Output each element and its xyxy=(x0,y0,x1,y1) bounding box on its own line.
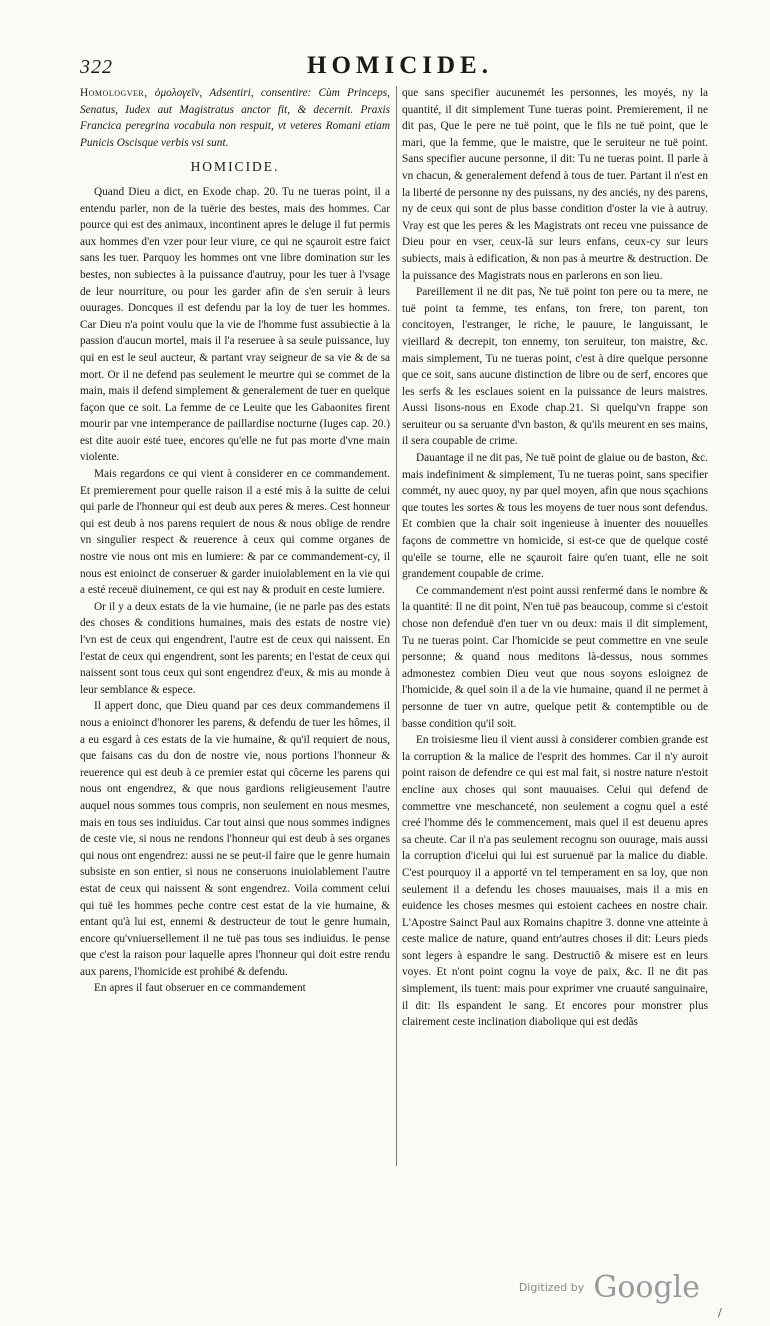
page-number: 322 xyxy=(80,56,113,78)
paragraph: Or il y a deux estats de la vie humaine, (ie ne parle pas des estats des choses & conditions humaines, mais des estats de nostre vie) l'vn est de ceux qui engendrent, l'autre est de ceux qui naissent. En l'estat de ceux qui engendrent, sont les parents; en l'estat de ceux qui naissent sont tous ceux qui sont engendrez d'eux, & mis au monde à leur semblance & espece. xyxy=(80,600,390,696)
entry-headword: Homologver, xyxy=(80,87,148,99)
digitization-watermark xyxy=(519,1270,700,1305)
paragraph: que sans specifier aucunemét les personnes, les moyés, ny la quantité, il dit simplement Tune tueras point. Premierement, il ne dit pas, Que le pere ne tuë point, que le fils ne tuë point, que le mari, que la femme, que le maistre, que le seruiteur ne tuë point. Sans specifier aucune personne, il dit: Tu ne tueras point. Il parle à vn chacun, & generalement defend à tous de tuer. Partant il n'est en la liberté de personne ny des puissans, ny des anciés, ny des parens, ny de ceux qui sont de plus basse condition d'oster la vie à autruy. Vray est que les peres & les Magistrats ont receu vne puissance de Dieu pour en vser, ceux-là sur leurs enfans, ceux-cy sur leurs subiects, mais à edification, & non pas à meurtre & destruction. De la puissance des Magistrats nous en parlerons en son lieu. xyxy=(402,87,708,282)
column-divider xyxy=(396,86,397,1166)
paragraph: Il appert donc, que Dieu quand par ces deux commandemens il nous a enioinct d'honorer les parens, & defendu de tuer les hômes, il a eu esgard à ces estats de la vie humaine, & qu'il requiert de nous, que faisans cas du don de nostre vie, nous portions l'honneur & reuerence qui est deub à ce premier estat qui côcerne les parens qui nous ont engendrez, & que nous gardions religieusement l'autre auquel nous sommes tous compris, non seulement en nous mesmes, mais en tous ses indiuidus. Car tout ainsi que nous sommes indignes de ceste vie, si nous ne rendons l'honneur qui est deub à ses organes qui nous ont engendrez: aussi ne se peut-il faire que le genre humain subsiste en son entier, si nous ne conseruons inuiolablement l'autre estat de ceux qui naissent & sont engendrez. Voila comment celui qui tuë les hommes peche contre cest estat de la vie humaine, & entant qu'à lui est, ennemi & destructeur de tout le genre humain, encore qu'vniuersellement il ne tuë pas tous ses indiuidus. Ie pense que c'est la raison pour laquelle apres l'honneur qui doit estre rendu aux parens, l'homicide est prohibé & defendu. xyxy=(80,700,390,978)
entry-intro-text: ὁμολογεῖν, Adsentiri, consentire: Cùm Princeps, Senatus, Iudex aut Magistratus anctor fit, & decernit. Praxis Francica peregrina vocabula non respuit, vt veteres Romani etiam Punicis Oscisque verbis vsi sunt. xyxy=(80,87,390,149)
paragraph: Pareillement il ne dit pas, Ne tuë point ton pere ou ta mere, ne tuë point ta femme, tes enfans, ton frere, ton parent, ton concitoyen, l'estranger, le riche, le pauure, le languissant, le vieillard & decrepit, ton ennemy, ton seruiteur, ton maistre, &c. mais simplement, Tu ne tueras point, c'est à dire quelque personne que ce soit, sans aucune distinction de libre ou de serf, encores que les serfs & les esclaues soient en la puissance de leurs maistres. Aussi lisons-nous en Exode chap.21. Si quelqu'vn frappe son seruiteur ou sa seruante d'vn baston, & qu'ils meurent en ses mains, il sera coupable de crime. xyxy=(402,286,708,448)
left-column xyxy=(80,85,390,997)
section-title: HOMICIDE. xyxy=(190,159,280,175)
ink-mark: / xyxy=(718,1306,722,1319)
paragraph: En troisiesme lieu il vient aussi à considerer combien grande est la corruption & la malice de l'esprit des hommes. Car il n'y auroit point raison de defendre ce qui est mal fait, si nostre nature n'estoit encline aux choses qui sont mauuaises. Celui qui defend de commettre vne meschanceté, non seulement a cognu quel a esté creé l'homme dés le commencement, mais quel il est deuenu apres sa cheute. Car il n'a pas seulement recognu son ouurage, mais aussi la corruption d'icelui qui lui est suruenuë par la malice du diable. C'est pourquoy il a apporté vn tel temperament en sa loy, que non seulement il a defendu les choses mauuaises, mais il a mis en euidence les choses mesmes qui estoient cachees en nostre chair. L'Apostre Sainct Paul aux Romains chapitre 3. donne vne atteinte à ceste malice de nature, quand entr'autres choses il dit: Leurs pieds sont legers à espandre le sang. Destructiô & misere est en leurs voyes. Et n'ont point cognu la voye de paix, &c. Il ne dit pas simplement, ils tuent: mais pour exprimer vne cruauté sanguinaire, il dit: Ils espandent le sang. Et encores pour monstrer plus clairement ceste inclination diabolique qui est dedãs xyxy=(402,734,708,1029)
page-header xyxy=(70,52,730,88)
paragraph: Mais regardons ce qui vient à considerer en ce commandement. Et premierement pour quelle raison il a esté mis à la suitte de celui qui parle de l'honneur qui est deub aux peres & meres. Cest honneur qui est deub à nos parens requiert de nous & nous oblige de rendre vn singulier respect & reuerence à ceux qui comme organes de nostre vie nous ont mis en lumiere: & par ce commandement-cy, il nous est enioinct de conseruer & garder inuiolablement en la vie qui a esté receuë diuinement, ce qui est nay & produit en ceste lumiere. xyxy=(80,468,390,597)
digitized-label: Digitized by xyxy=(518,1281,585,1294)
right-column xyxy=(402,85,708,1031)
paragraph: En apres il faut obseruer en ce commandement xyxy=(94,982,306,995)
paragraph: Quand Dieu a dict, en Exode chap. 20. Tu ne tueras point, il a entendu parler, non de la tuërie des bestes, mais des hommes. Car pource qui est des animaux, incontinent apres le deluge il fut permis aux hommes d'en vzer pour leur viure, ce qui ne sçauroit estre faict sans les tuer. Parquoy les hommes ont vne libre domination sur les bestes, non subiectes à la puissance d'autruy, pour les tuer à l'vsage de leur nourriture, ou pour les garder afin de s'en seruir à leurs ouurages. Doncques il est defendu par la loy de tuer les hommes. Car Dieu n'a point voulu que la vie de l'homme fust assubiectie à la passion d'aucun mortel, mais il l'a reseruee à sa seule puissance, luy qui en est le seul aucteur, & partant vray seigneur de sa vie & de sa mort. Or il ne defend pas seulement le meurtre qui se commet de la main, mais il defend simplement & generalement de tuer en quelque façon que ce soit. La femme de ce Leuite que les Gabaonites firent mourir par vne intemperance de paillardise nocturne (Iuges cap. 20.) est dite auoir esté tuee, encores qu'elle ne fut pas morte d'vne main violente. xyxy=(80,185,390,464)
paragraph: Ce commandement n'est point aussi renfermé dans le nombre & la quantité: Il ne dit point, N'en tuë pas beaucoup, comme si c'estoit chose non defenduë d'en tuer vn ou deux: mais il dit simplement, Tu ne tueras point. Car l'homicide se peut commettre en vne seule personne; & quand nous meditons là-dessus, nous sommes admonestez combien Dieu veut que nous soyons esloignez de l'homicide, & quel soin il a de la vie humaine, quand il ne permet à personne de tuer vn autre, quelque petit & contemptible ou de basse condition qu'il soit. xyxy=(402,584,708,730)
google-logo: Google xyxy=(593,1270,700,1305)
paragraph: Dauantage il ne dit pas, Ne tuë point de glaiue ou de baston, &c. mais indefiniment & simplement, Tu ne tueras point, sans specifier commét, ny auec quoy, ny par quel moyen, afin que nous sçachions que toutes les sortes & tous les moyens de tuer nous sont defendus. Et combien que la chair soit ingenieuse à inuenter des nouuelles façons de commettre vn homicide, si est-ce que de quelque costé qu'elle se tourne, elle ne sçauroit faire qu'en tuant, elle ne soit grandement coupable de crime. xyxy=(402,452,708,581)
running-head: HOMICIDE. xyxy=(307,52,493,79)
entry-intro xyxy=(80,85,390,151)
